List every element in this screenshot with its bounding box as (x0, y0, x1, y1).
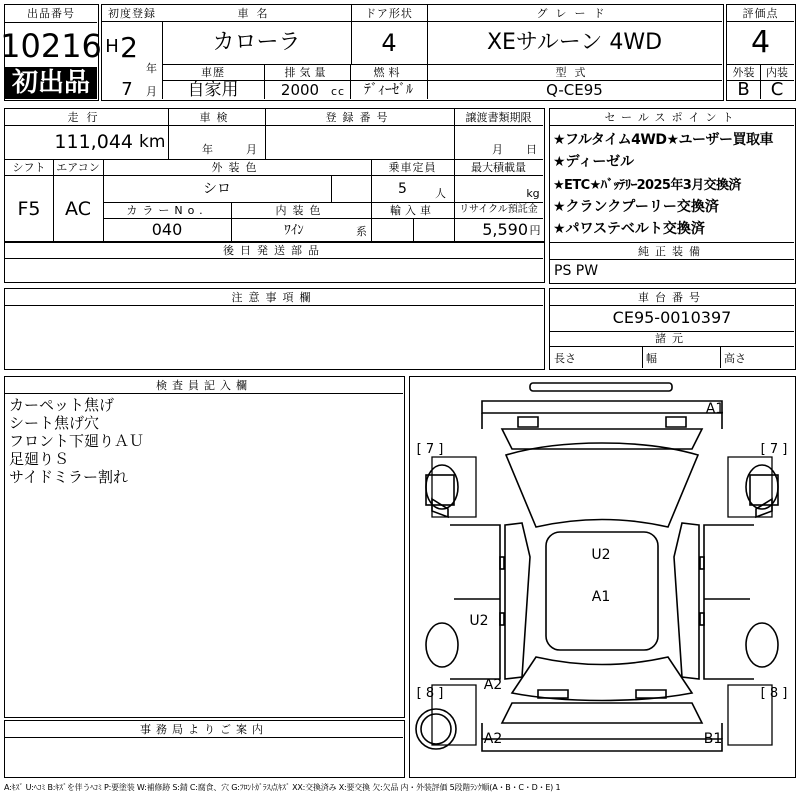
load-unit: kg (526, 186, 540, 200)
inspector-note: フロント下廻りＡＵ (9, 431, 145, 450)
sales-point: ★フルタイム4WD★ユーザー買取車 (553, 132, 774, 148)
capacity-label: 乗車定員 (388, 160, 437, 174)
score-label: 評価点 (742, 6, 779, 20)
inspector-note: 足廻りＳ (9, 449, 70, 468)
grade: XEサルーン 4WD (486, 30, 663, 55)
mark-a1-roof: A1 (591, 589, 611, 605)
equipment: PS PW (554, 263, 599, 279)
interior-color: ﾜｲﾝ (284, 222, 304, 238)
model-label: 型式 (555, 65, 594, 79)
car-name: カローラ (212, 30, 301, 55)
fuel: ﾃﾞｨｰｾﾞﾙ (364, 82, 413, 98)
grade-label: グレード (536, 6, 613, 20)
lot-label: 出品番号 (27, 7, 75, 20)
history-label: 車歴 (201, 65, 225, 79)
mark-b1-rear: B1 (703, 731, 723, 747)
mark-a2-rear: A2 (483, 731, 503, 747)
tire-tread-rr: [ 8 ] (760, 685, 788, 701)
shift: F5 (17, 197, 41, 220)
mark-a2-left: A2 (483, 677, 503, 693)
score-box (726, 4, 796, 101)
legend: A:ｷｽﾞ U:ﾍｺﾐ B:ｷｽﾞを伴うﾍｺﾐ P:要塗装 W:補修跡 S:錆 C:腐食、穴 G:ﾌﾛﾝﾄｶﾞﾗｽ点ｷｽﾞ XX:交換済み X:要交換 欠:欠品 内・外装評価 5段階ﾗﾝｸ順(A・B・C・D・E) 1 (4, 783, 561, 792)
door-label: ドア形状 (365, 6, 413, 20)
transfer-month-unit: 月 (492, 142, 504, 156)
first-reg-label: 初度登録 (108, 6, 156, 20)
inspection-month-unit: 月 (246, 142, 258, 156)
fuel-label: 燃料 (373, 65, 404, 79)
score: 4 (750, 25, 771, 60)
car-outline (410, 377, 794, 776)
exterior-label: 外装 (732, 65, 755, 79)
lot-box (0, 4, 102, 101)
mileage-unit: km (139, 131, 166, 152)
exterior-grade: B (737, 79, 750, 100)
era-letter: H (105, 36, 119, 57)
mileage: 111,044 (54, 130, 133, 153)
first-listing-text: 初出品 (11, 68, 90, 98)
displacement-unit: cc (330, 84, 346, 98)
chassis-label: 車台番号 (638, 290, 706, 304)
color-number: 040 (151, 220, 183, 239)
transfer-day-unit: 日 (526, 142, 538, 156)
sales-points-box (549, 108, 796, 284)
spec-label: 諸元 (655, 332, 689, 345)
interior-color-label: 内装色 (275, 203, 327, 217)
lot-number: 10216 (0, 27, 102, 65)
sales-points-label: セールスポイント (604, 110, 740, 124)
chassis-number: CE95-0010397 (612, 308, 732, 327)
car-name-label: 車名 (237, 6, 276, 20)
capacity-unit: 人 (435, 186, 447, 200)
door-count: 4 (381, 29, 397, 57)
tire-tread-rl: [ 8 ] (416, 685, 444, 701)
recycle-fee: 5,590 (482, 220, 528, 239)
notes-box (4, 288, 545, 370)
exterior-color: シロ (203, 181, 231, 197)
damage-diagram (409, 376, 796, 778)
info-grid (4, 108, 545, 243)
load-label: 最大積載量 (471, 160, 526, 174)
equipment-label: 純正装備 (638, 244, 706, 258)
inspector-note: カーペット焦げ (9, 395, 115, 414)
office-box (4, 720, 405, 778)
month-unit: 月 (146, 84, 158, 98)
notes-label: 注意事項欄 (231, 290, 317, 304)
model: Q-CE95 (546, 80, 603, 99)
tire-tread-fr: [ 7 ] (760, 441, 788, 457)
spec-width-label: 幅 (646, 351, 657, 365)
sales-point: ★パワステベルト交換済 (553, 221, 705, 237)
interior-grade: C (770, 79, 784, 100)
header-grid (101, 4, 724, 101)
aircon: AC (65, 197, 91, 220)
mark-u2-left: U2 (469, 613, 489, 629)
spec-length-label: 長さ (554, 351, 576, 365)
plate-label: 登録番号 (325, 110, 394, 124)
interior-label: 内装 (766, 65, 788, 79)
displacement: 2000 (280, 80, 320, 99)
later-parts-label: 後日発送部品 (223, 243, 325, 257)
interior-color-unit: 系 (356, 224, 368, 238)
transfer-label: 譲渡書類期限 (465, 110, 532, 124)
import-label: 輸入車 (390, 203, 435, 217)
history: 自家用 (187, 79, 239, 100)
capacity: 5 (398, 181, 407, 197)
recycle-unit: 円 (529, 223, 541, 237)
color-no-label: カラーNo. (126, 203, 208, 217)
inspection-label: 車検 (199, 110, 234, 124)
mileage-label: 走行 (67, 110, 106, 124)
shift-label: シフト (12, 160, 46, 174)
inspector-note: シート焦げ穴 (9, 413, 100, 432)
sales-point: ★クランクプーリー交換済 (553, 199, 719, 215)
tire-tread-fl: [ 7 ] (416, 441, 444, 457)
reg-month: 7 (121, 79, 133, 100)
recycle-label: リサイクル預託金 (459, 204, 538, 215)
inspector-note: サイドミラー割れ (9, 467, 128, 486)
later-parts-box (4, 241, 545, 283)
spec-height-label: 高さ (724, 351, 746, 365)
inspector-label: 検査員記入欄 (156, 378, 252, 392)
reg-year: 2 (120, 31, 138, 64)
color-label: 外装色 (211, 160, 263, 174)
sales-point: ★ETC★ﾊﾞｯﾃﾘｰ2025年3月交換済 (553, 177, 741, 193)
chassis-box (549, 288, 796, 370)
office-label: 事務局よりご案内 (140, 722, 268, 736)
year-unit: 年 (146, 61, 158, 75)
sales-point: ★ディーゼル (553, 154, 635, 170)
inspection-year-unit: 年 (202, 142, 214, 156)
mark-u2-roof: U2 (591, 547, 611, 563)
aircon-label: エアコン (56, 160, 100, 174)
mark-a1-front: A1 (705, 401, 725, 417)
inspector-box (4, 376, 405, 718)
displacement-label: 排気量 (284, 65, 330, 79)
